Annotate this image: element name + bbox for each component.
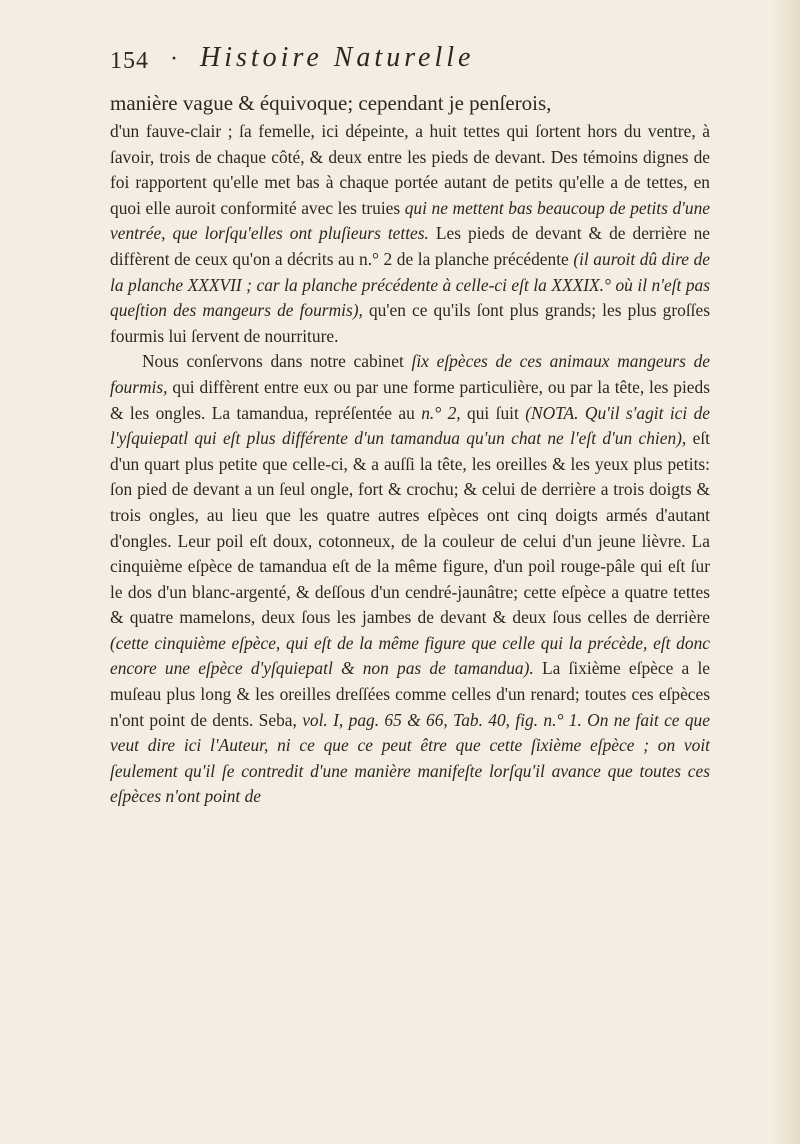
p2-italic-3: (NOTA. Qu'il s'agit ici de l'yſquiepatl qui eſt plus différente d'un tamandua qu'un chat ne l'eſt d'un chien), [110,402,710,449]
p1-text-1: d'un fauve-clair ; ſa femelle, ici dépeinte, a huit tettes qui ſortent hors du ventre, à ſavoir, trois de chaque côté, & deux entre les pieds de devant. Des témoins dignes de foi rapportent qu'elle met bas à chaque portée autant de petits qu'elle a de tettes, en quoi elle auroit conformité avec les truies [110,121,710,218]
p1-text-2: Les pieds de devant & de derrière ne diffèrent de ceux qu'on a décrits au n.° 2 de la planche précédente [110,223,710,269]
body-text [110,88,710,810]
paragraph-2 [110,349,710,810]
header-separator: · [170,46,178,72]
p2-italic-4: (cette cinquième eſpèce, qui eſt de la même figure que celle qui la précède, eſt donc encore une eſpèce d'yſquiepatl & non pas de tamandua). [110,632,710,679]
p2-italic-1: ſix eſpèces de ces animaux mangeurs de fourmis, [110,351,710,397]
p2-text-3: qui ſuit [467,402,519,423]
p2-text-1: Nous conſervons dans notre cabinet [142,351,404,372]
p1-italic-1: qui ne mettent bas beaucoup de petits d'une ventrée, que lorſqu'elles ont pluſieurs tettes. [110,197,710,244]
page-number: 154 [110,48,149,74]
p2-text-2: qui diffèrent entre eux ou par une forme particulière, ou par la tête, les pieds & les ongles. La tamandua, repréſentée au [110,376,710,423]
page-title: Histoire Naturelle [200,42,475,73]
opening-line: manière vague & équivoque; cependant je penſerois, [110,91,552,115]
paragraph-1 [110,119,710,349]
p2-text-4: eſt d'un quart plus petite que celle-ci, & a auſſi la tête, les oreilles & les yeux plus petits: ſon pied de devant a un ſeul ongle, fort & crochu; & celui de derrière a trois doigts & trois ongles, au lieu que les quatre autres eſpèces ont cinq doigts armés d'autant d'ongles. Leur poil eſt doux, cotonneux, de la couleur de celui d'un jeune lièvre. La cinquième eſpèce de tamandua eſt de la même figure, d'un poil rouge-pâle qui eſt ſur le dos d'un blanc-argenté, & deſſous d'un cendré-jaunâtre; cette eſpèce a quatre tettes & quatre mamelons, deux ſous les jambes de devant & deux ſous celles de derrière [110,428,710,628]
p2-italic-5: vol. I, pag. 65 & 66, Tab. 40, fig. n.° 1. On ne fait ce que veut dire ici l'Auteur, ni ce que ce peut être que cette ſixième eſpèce ; on voit ſeulement qu'il ſe contredit d'une manière manifeſte lorſqu'il avance que toutes ces eſpèces n'ont point de [110,709,710,807]
p1-italic-2: (il auroit dû dire de la planche XXXVII ; car la planche précédente à celle-ci eſt la XXXIX.° où il n'eſt pas queſtion des mangeurs de fourmis), [110,248,710,321]
p2-italic-2: n.° 2, [421,402,461,423]
p1-text-3: qu'en ce qu'ils ſont plus grands; les plus groſſes fourmis lui ſervent de nourriture. [110,300,710,346]
p2-text-5: La ſixième eſpèce a le muſeau plus long & les oreilles dreſſées comme celles d'un renard; toutes ces eſpèces n'ont point de dents. Seba, [110,658,710,730]
opening-line-container [110,88,710,118]
running-head [110,42,710,82]
page-edge-shadow [772,0,800,1144]
